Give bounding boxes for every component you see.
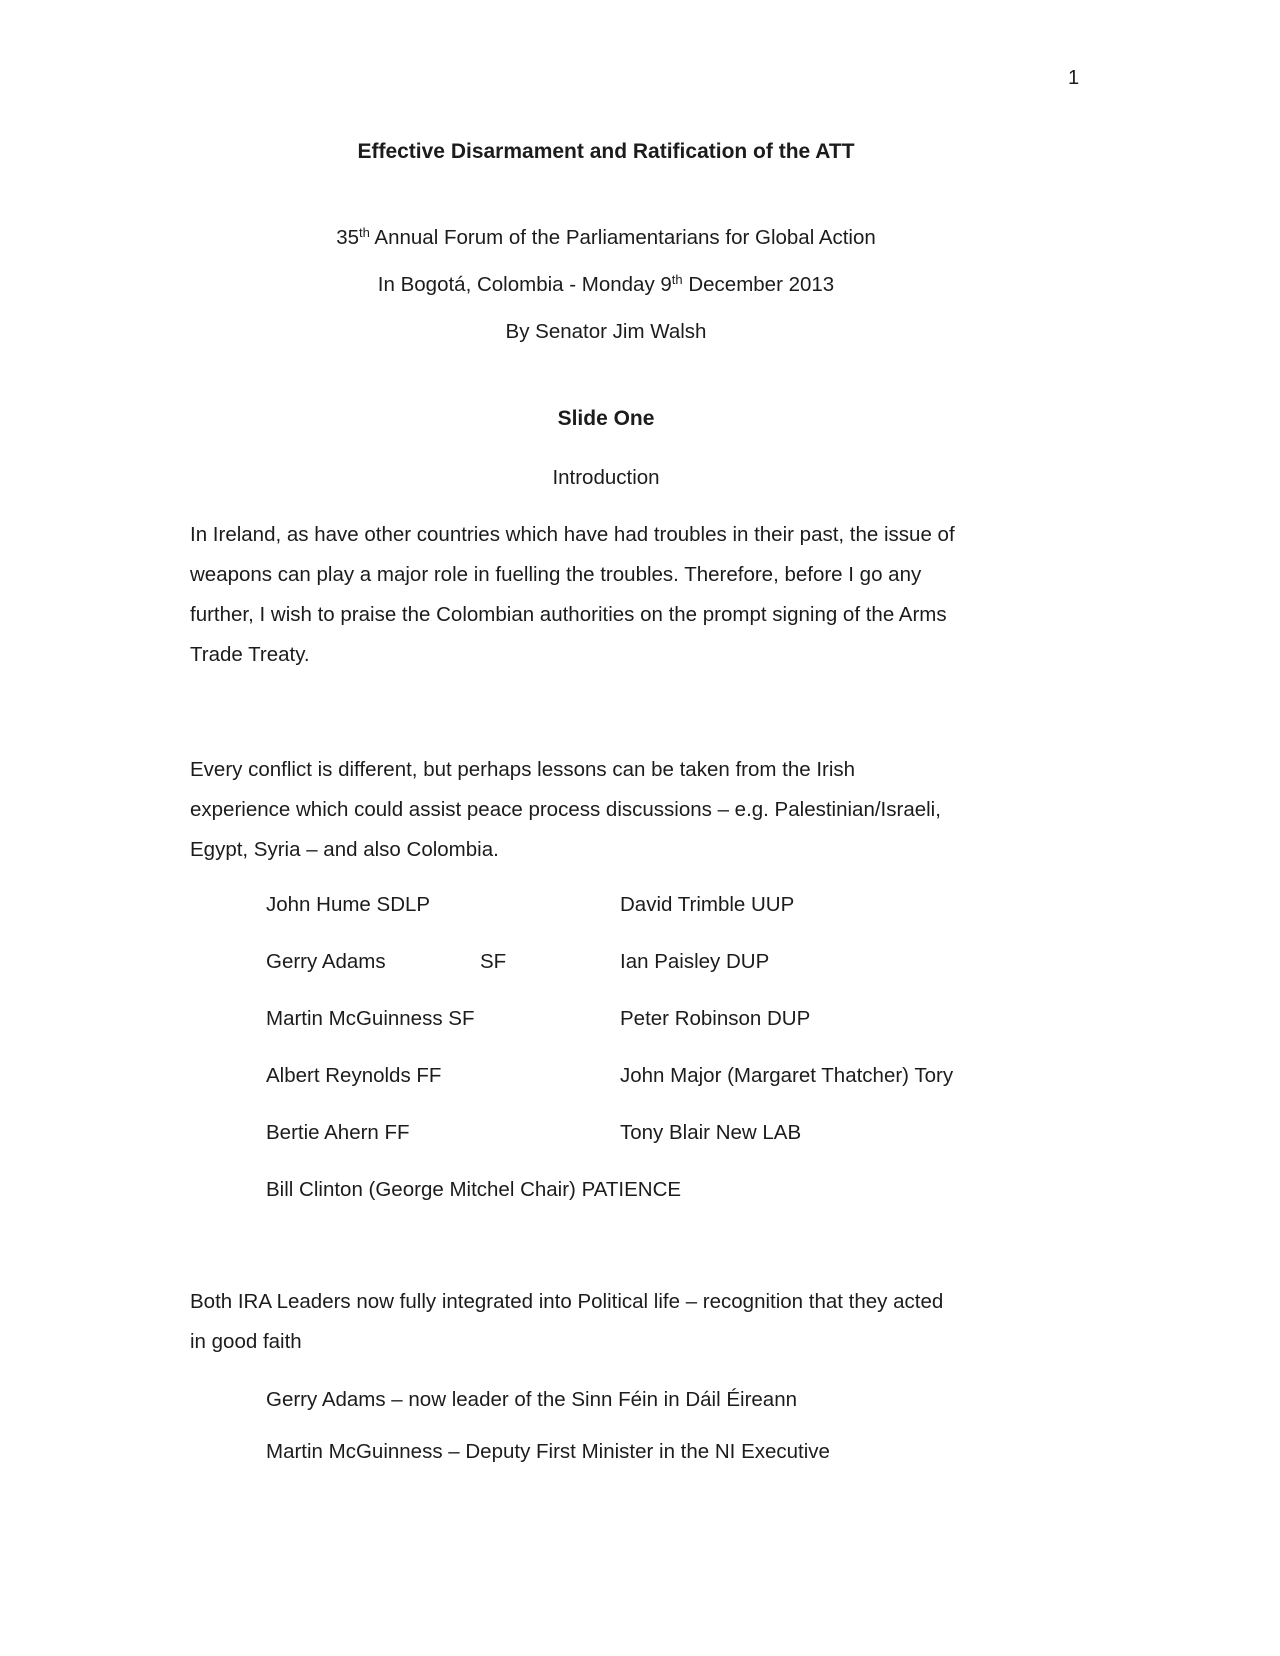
name-right-cell: Peter Robinson DUP bbox=[620, 1007, 811, 1030]
paragraph-line: in good faith bbox=[190, 1330, 302, 1353]
subtitle-block bbox=[190, 225, 1022, 366]
paragraph-conflict-lessons bbox=[190, 750, 1022, 870]
name-right-cell: Tony Blair New LAB bbox=[620, 1121, 802, 1144]
name-list-row bbox=[266, 892, 1022, 918]
name-list-row bbox=[266, 1063, 1022, 1089]
closing-line-martin-mcguinness: Martin McGuinness – Deputy First Minister in the NI Executive bbox=[266, 1440, 830, 1463]
paragraph-line: weapons can play a major role in fuelling the troubles. Therefore, before I go any bbox=[190, 563, 922, 586]
location-text-pre: In Bogotá, Colombia - Monday 9 bbox=[377, 273, 672, 296]
forum-text-post: Annual Forum of the Parliamentarians for Global Action bbox=[369, 226, 876, 249]
document-title: Effective Disarmament and Ratification of the ATT bbox=[357, 140, 855, 163]
slide-heading: Slide One bbox=[557, 407, 655, 430]
location-text-post: December 2013 bbox=[682, 273, 835, 296]
name-right-cell: Ian Paisley DUP bbox=[620, 950, 770, 973]
name-list-row bbox=[266, 1006, 1022, 1032]
paragraph-line: Trade Treaty. bbox=[190, 643, 310, 666]
subtitle-line-location-date bbox=[190, 272, 1022, 298]
paragraph-line: Egypt, Syria – and also Colombia. bbox=[190, 838, 499, 861]
page-number: 1 bbox=[1068, 67, 1080, 89]
name-left-cell bbox=[266, 949, 620, 975]
slide-subheading: Introduction bbox=[552, 466, 660, 489]
name-list-row bbox=[266, 1120, 1022, 1146]
subtitle-line-forum bbox=[190, 225, 1022, 251]
name-person: Gerry Adams bbox=[266, 950, 386, 973]
name-list-footer-clinton: Bill Clinton (George Mitchel Chair) PATIENCE bbox=[266, 1178, 682, 1201]
paragraph-introduction bbox=[190, 515, 1022, 675]
name-left-cell: John Hume SDLP bbox=[266, 893, 431, 916]
closing-line-gerry-adams: Gerry Adams – now leader of the Sinn Féin in Dáil Éireann bbox=[266, 1388, 797, 1411]
paragraph-line: Both IRA Leaders now fully integrated into Political life – recognition that they acted bbox=[190, 1290, 944, 1313]
date-ordinal-superscript: th bbox=[671, 272, 683, 287]
subtitle-line-author: By Senator Jim Walsh bbox=[505, 320, 707, 343]
paragraph-ira-leaders bbox=[190, 1282, 1022, 1362]
name-left-cell: Bertie Ahern FF bbox=[266, 1121, 410, 1144]
paragraph-line: experience which could assist peace process discussions – e.g. Palestinian/Israeli, bbox=[190, 798, 941, 821]
name-left-cell: Martin McGuinness SF bbox=[266, 1007, 475, 1030]
forum-ordinal-superscript: th bbox=[359, 225, 370, 240]
paragraph-line: In Ireland, as have other countries which have had troubles in their past, the issue of bbox=[190, 523, 955, 546]
paragraph-line: further, I wish to praise the Colombian authorities on the prompt signing of the Arms bbox=[190, 603, 947, 626]
name-right-cell: David Trimble UUP bbox=[620, 893, 795, 916]
name-right-cell: John Major (Margaret Thatcher) Tory bbox=[620, 1064, 954, 1087]
negotiators-name-list bbox=[266, 892, 1022, 1177]
paragraph-line: Every conflict is different, but perhaps lessons can be taken from the Irish bbox=[190, 758, 856, 781]
name-party: SF bbox=[480, 950, 507, 973]
forum-text-pre: 35 bbox=[336, 226, 360, 249]
name-left-cell: Albert Reynolds FF bbox=[266, 1064, 442, 1087]
name-list-row bbox=[266, 949, 1022, 975]
